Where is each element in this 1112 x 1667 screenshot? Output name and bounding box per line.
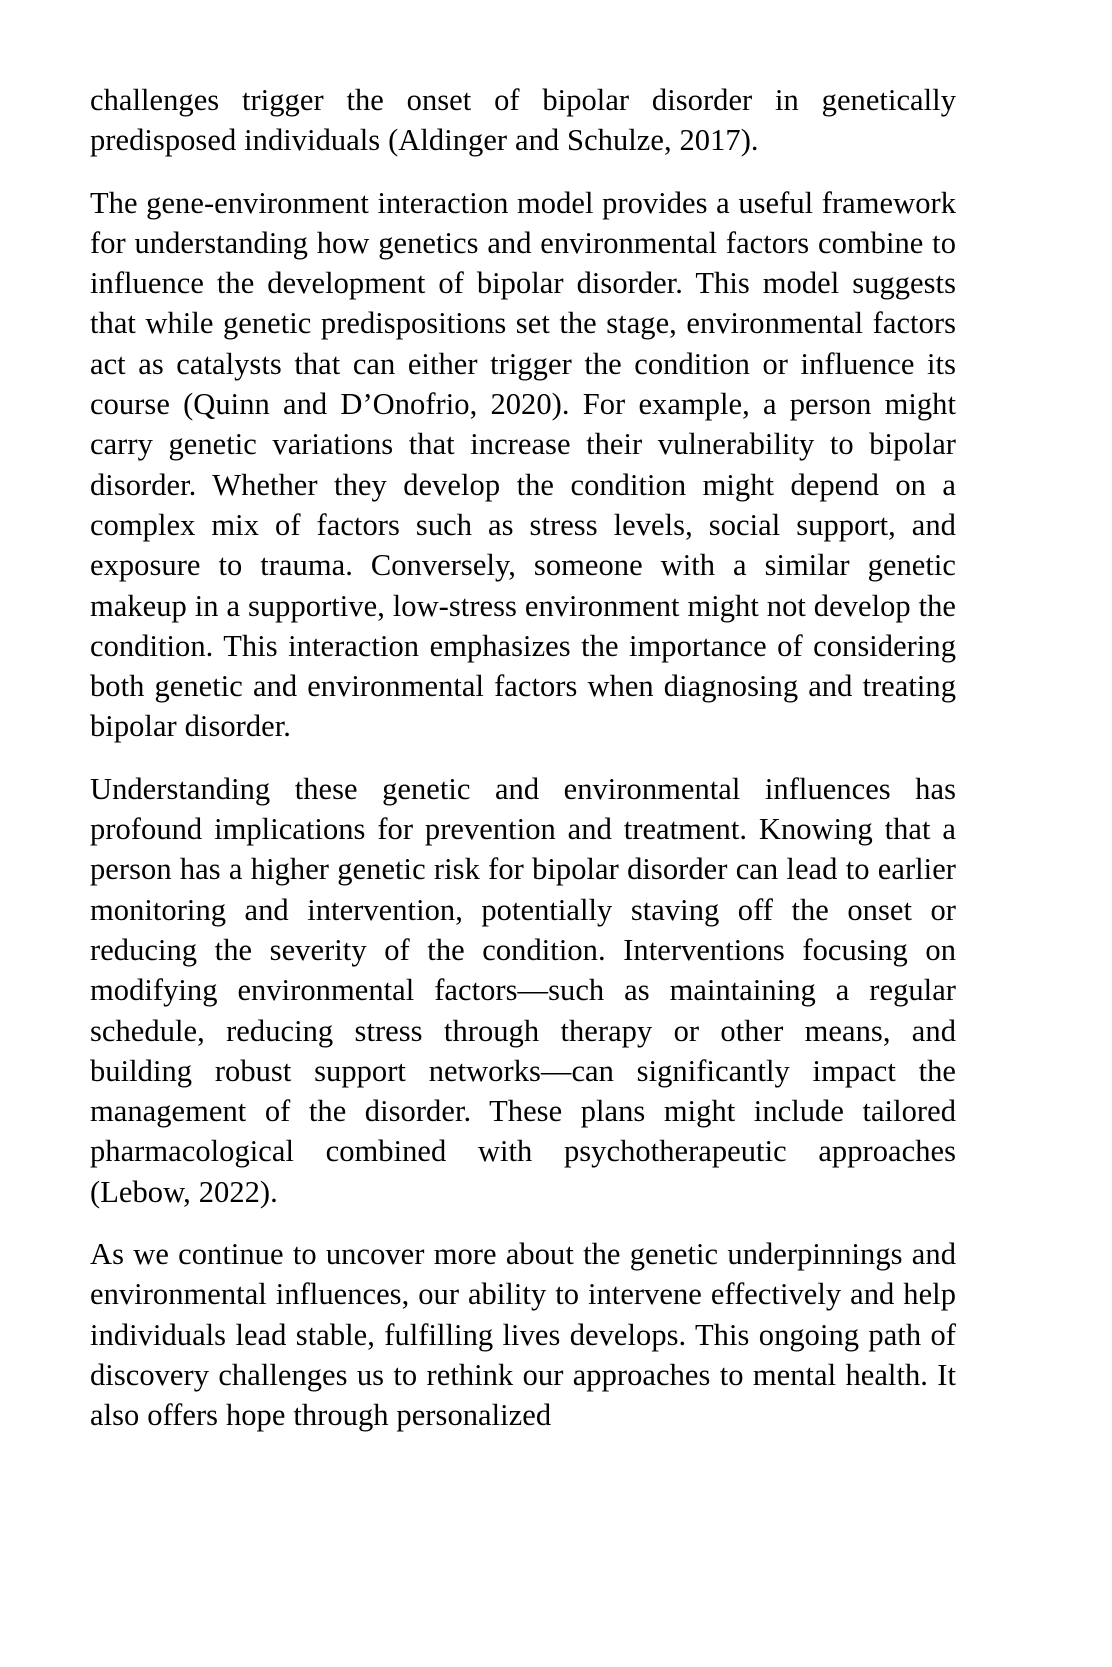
text-column xyxy=(90,80,956,1436)
paragraph-3: Understanding these genetic and environmental influences has profound implications for prevention and treatment. Knowing that a person has a higher genetic risk for bipolar disorder can lead to earlier monitoring and intervention, potentially staving off the onset or reducing the severity of the condition. Interventions focusing on modifying environmental factors—such as maintaining a regular schedule, reducing stress through therapy or other means, and building robust support networks—can significantly impact the management of the disorder. These plans might include tailored pharmacological combined with psychotherapeutic approaches (Lebow, 2022). xyxy=(90,771,956,1209)
paragraph-2: The gene-environment interaction model provides a useful framework for understanding how genetics and environmental factors combine to influence the development of bipolar disorder. This model suggests that while genetic predispositions set the stage, environmental factors act as catalysts that can either trigger the condition or influence its course (Quinn and D’Onofrio, 2020). For example, a person might carry genetic variations that increase their vulnerability to bipolar disorder. Whether they develop the condition might depend on a complex mix of factors such as stress levels, social support, and exposure to trauma. Conversely, someone with a similar genetic makeup in a supportive, low-stress environment might not develop the condition. This interaction emphasizes the importance of considering both genetic and environmental factors when diagnosing and treating bipolar disorder. xyxy=(90,185,956,744)
paragraph-1: challenges trigger the onset of bipolar disorder in genetically predisposed individuals (Aldinger and Schulze, 2017). xyxy=(90,83,956,158)
paragraph-4: As we continue to uncover more about the genetic underpinnings and environmental influences, our ability to intervene effectively and help individuals lead stable, fulfilling lives develops. This ongoing path of discovery challenges us to rethink our approaches to mental health. It also offers hope through personalized xyxy=(90,1237,956,1433)
